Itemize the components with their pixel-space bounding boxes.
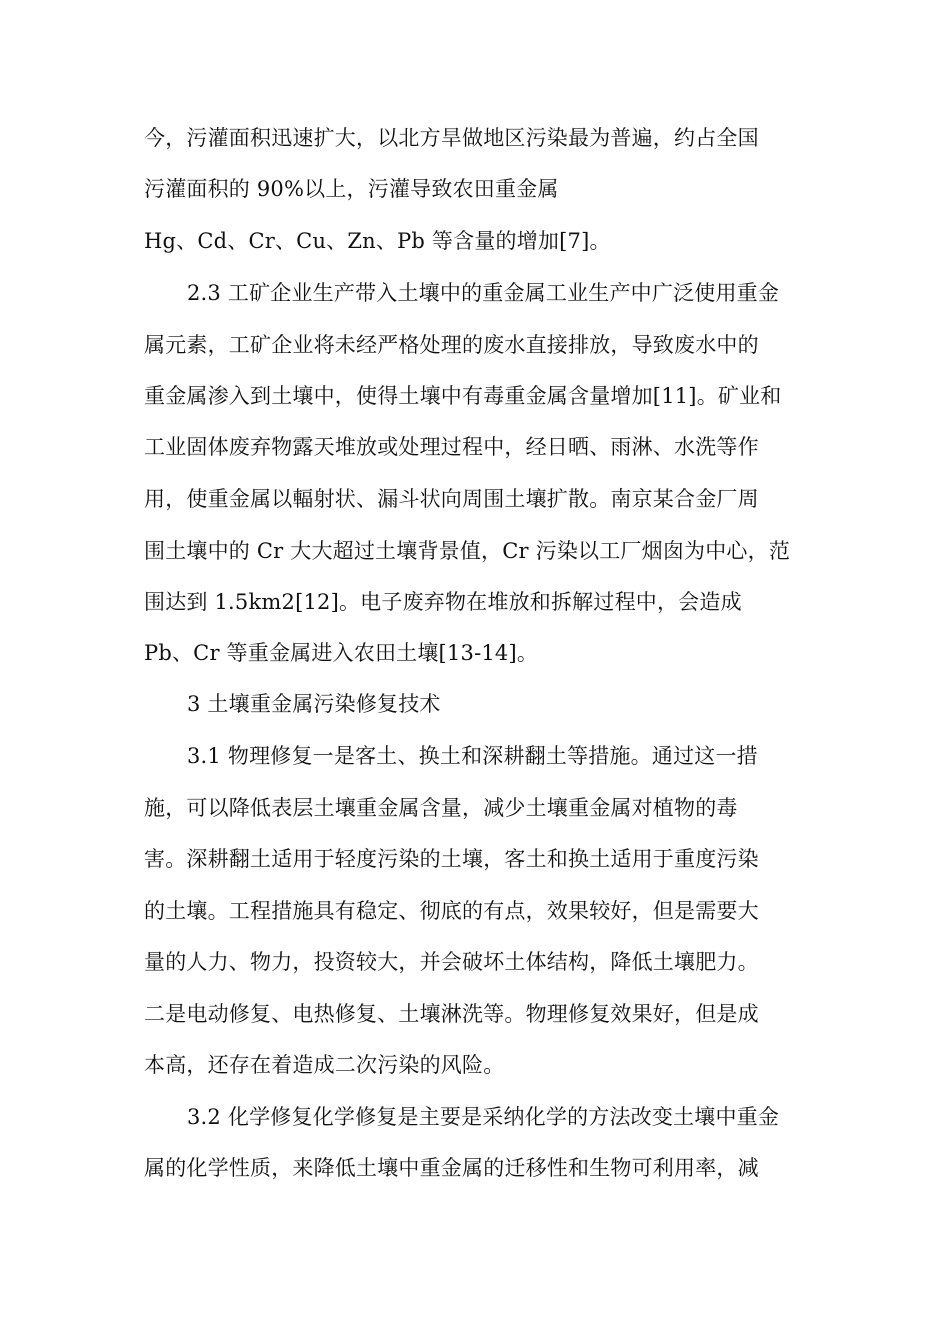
text-line: 围土壤中的 Cr 大大超过土壤背景值，Cr 污染以工厂烟囱为中心，范: [144, 539, 791, 563]
text-line: Hg、Cd、Cr、Cu、Zn、Pb 等含量的增加[7]。: [144, 229, 611, 253]
text-line: 围达到 1.5km2[12]。电子废弃物在堆放和拆解过程中，会造成: [144, 590, 742, 614]
text-line: 施，可以降低表层土壤重金属含量，减少土壤重金属对植物的毒: [144, 796, 738, 820]
paragraph-heading-3-2: 3.2 化学修复化学修复是主要是采纳化学的方法改变土壤中重金: [187, 1105, 780, 1129]
text-line: 重金属渗入到土壤中，使得土壤中有毒重金属含量增加[11]。矿业和: [144, 384, 782, 408]
text-line: 属的化学性质，来降低土壤中重金属的迁移性和生物可利用率，减: [144, 1156, 759, 1180]
text-line: 本高，还存在着造成二次污染的风险。: [144, 1053, 505, 1077]
text-line: 二是电动修复、电热修复、土壤淋洗等。物理修复效果好，但是成: [144, 1002, 759, 1026]
text-line: 害。深耕翻土适用于轻度污染的土壤，客土和换土适用于重度污染: [144, 847, 759, 871]
text-line: 的土壤。工程措施具有稳定、彻底的有点，效果较好，但是需要大: [144, 899, 759, 923]
text-line: Pb、Cr 等重金属进入农田土壤[13-14]。: [144, 641, 539, 665]
text-line: 用，使重金属以輻射状、漏斗状向周围土壤扩散。南京某合金厂周: [144, 487, 759, 511]
text-line: 属元素，工矿企业将未经严格处理的废水直接排放，导致废水中的: [144, 333, 759, 357]
text-line: 量的人力、物力，投资较大，并会破坏土体结构，降低土壤肥力。: [144, 950, 759, 974]
text-line: 今，污灌面积迅速扩大，以北方旱做地区污染最为普遍，约占全国: [144, 126, 759, 150]
text-line: 工业固体废弃物露天堆放或处理过程中，经日晒、雨淋、水洗等作: [144, 435, 759, 459]
section-heading-3: 3 土壤重金属污染修复技术: [187, 692, 441, 716]
paragraph-heading-2-3: 2.3 工矿企业生产带入土壤中的重金属工业生产中广泛使用重金: [187, 281, 780, 305]
paragraph-heading-3-1: 3.1 物理修复一是客土、换土和深耕翻土等措施。通过这一措: [187, 744, 758, 768]
text-line: 污灌面积的 90%以上，污灌导致农田重金属: [144, 177, 559, 201]
